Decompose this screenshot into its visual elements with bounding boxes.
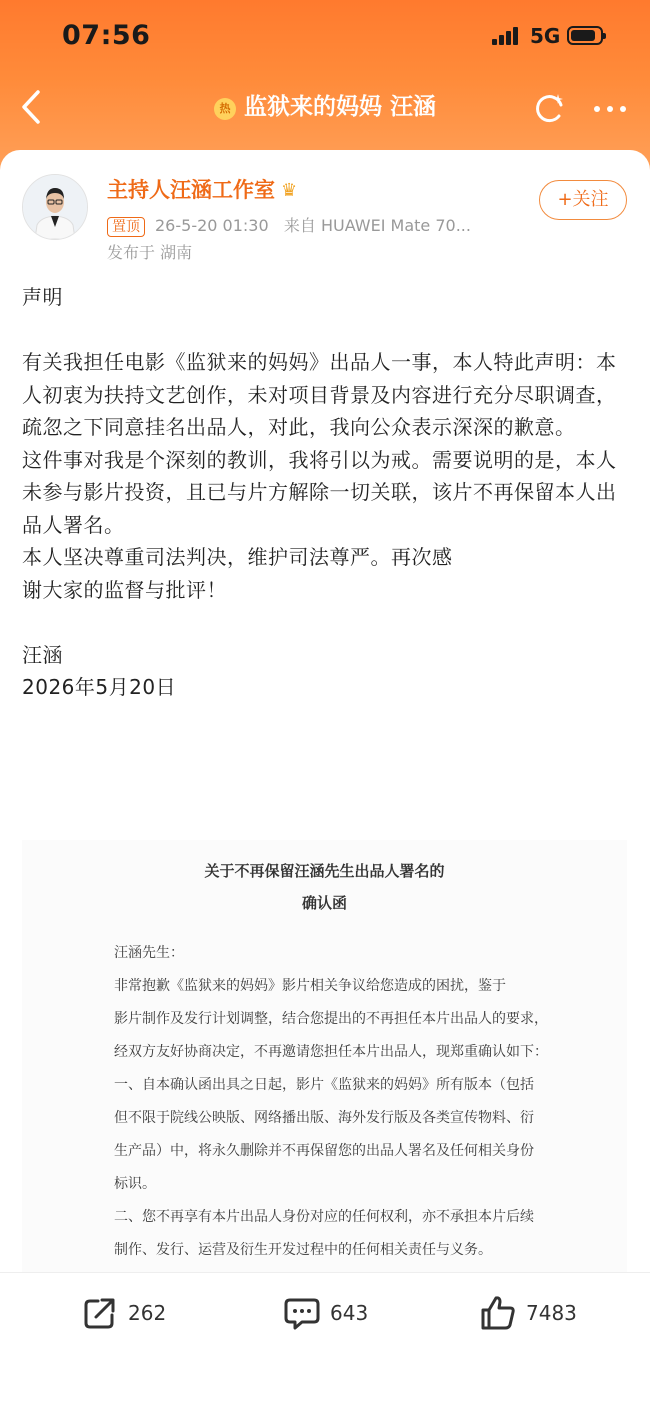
network-type: 5G: [530, 24, 561, 48]
document-line: 汪涵先生：: [114, 945, 184, 961]
post-body: [22, 281, 627, 704]
post-meta: [107, 213, 471, 237]
topic-title-text: 监狱来的妈妈 汪涵: [243, 94, 436, 120]
hot-topic-icon: 热: [214, 98, 236, 120]
document-line: 影片制作及发行计划调整，结合您提出的不再担任本片出品人的要求，: [114, 1011, 548, 1027]
statement-paragraph-3b: 谢大家的监督与批评！: [22, 577, 227, 602]
document-line: 制作、发行、运营及衍生开发过程中的任何相关责任与义务。: [114, 1242, 492, 1258]
statement-paragraph-2: 这件事对我是个深刻的教训，我将引以为戒。需要说明的是，本人未参与影片投资，且已与片方解除一切关联，该片不再保留本人出品人署名。: [22, 447, 617, 537]
post-location: 发布于 湖南: [107, 243, 193, 262]
nav-bar: [0, 78, 650, 138]
author-name-text: 主持人汪涵工作室: [107, 178, 275, 202]
post-card: [0, 150, 650, 1275]
action-bar: [0, 1272, 650, 1407]
like-button[interactable]: [478, 1291, 577, 1335]
status-bar: [0, 0, 650, 70]
document-line: 非常抱歉《监狱来的妈妈》影片相关争议给您造成的困扰，鉴于: [114, 978, 506, 994]
author-name[interactable]: [107, 174, 297, 204]
statement-heading: 声明: [22, 285, 63, 309]
document-line: 但不限于院线公映版、网络播出版、海外发行版及各类宣传物料、衍: [114, 1110, 534, 1126]
comment-button[interactable]: [282, 1291, 368, 1335]
statement-paragraph-3a: 本人坚决尊重司法判决，维护司法尊严。再次感: [22, 545, 453, 569]
refresh-button[interactable]: [532, 90, 568, 126]
document-line: 经双方友好协商决定，不再邀请您担任本片出品人，现郑重确认如下：: [114, 1044, 548, 1060]
attached-document-image[interactable]: [22, 840, 627, 1275]
statement-paragraph-1: 有关我担任电影《监狱来的妈妈》出品人一事，本人特此声明：本人初衷为扶持文艺创作，未对项目背景及内容进行充分尽职调查，疏忽之下同意挂名出品人，对此，我向公众表示深深的歉意。: [22, 350, 617, 439]
post-source: 来自 HUAWEI Mate 70...: [283, 216, 471, 235]
follow-button[interactable]: +关注: [539, 180, 627, 220]
comment-count: 643: [330, 1301, 369, 1325]
battery-icon: [567, 26, 603, 45]
document-line: 一、自本确认函出具之日起，影片《监狱来的妈妈》所有版本（包括: [114, 1077, 534, 1093]
avatar-image: [23, 175, 87, 239]
share-count: 262: [128, 1301, 167, 1325]
status-time: 07:56: [62, 20, 151, 51]
crown-icon: ♛: [281, 180, 298, 201]
signal-icon: [492, 27, 524, 45]
like-count: 7483: [526, 1301, 577, 1325]
document-title-line-2: 确认函: [301, 894, 347, 912]
signature-name: 汪涵: [22, 642, 63, 667]
more-icon: [594, 106, 600, 112]
share-button[interactable]: [80, 1291, 166, 1335]
document-line: 标识。: [114, 1176, 156, 1192]
document-line: 二、您不再享有本片出品人身份对应的任何权利，亦不承担本片后续: [114, 1209, 534, 1225]
more-button[interactable]: [590, 98, 630, 118]
document-title-line-1: 关于不再保留汪涵先生出品人署名的: [204, 862, 445, 880]
comment-icon: [282, 1293, 322, 1333]
pinned-badge: 置顶: [107, 217, 145, 237]
avatar[interactable]: [22, 174, 88, 240]
thumbs-up-icon: [478, 1293, 518, 1333]
document-line: 生产品）中，将永久删除并不再保留您的出品人署名及任何相关身份: [114, 1143, 534, 1159]
signature-date: 2026年5月20日: [22, 675, 177, 699]
share-icon: [80, 1293, 120, 1333]
refresh-icon: [532, 90, 568, 126]
post-datetime: 26-5-20 01:30: [155, 216, 269, 235]
